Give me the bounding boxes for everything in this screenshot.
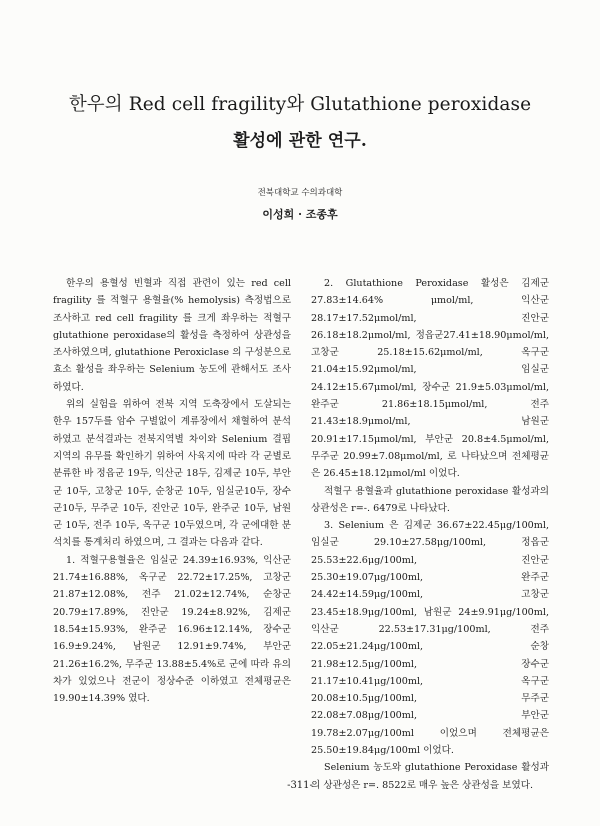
left-column — [53, 275, 291, 707]
result-2-gpx-activity: 2. Glutathione Peroxidase 활성은 김제군 27.83±14.64% μmol/ml, 익산군 28.17±17.52μmol/ml, 진안군 26.18±18.2μmol/ml, 정읍군27.41±18.90μmol/ml, 고창군 25.18±15.62μmol/ml, 옥구군 21.04±15.92μmol/ml, 임실군 24.12±15.67μmol/ml, 장수군 21.9±5.03μmol/ml, 완주군 21.86±18.15μmol/ml, 전주 21.43±18.9μmol/ml, 남원군 20.91±17.15μmol/ml, 부안군 20.8±4.5μmol/ml, 무주군 20.99±7.08μmol/ml, 로 나타났으며 전체평균은 26.45±18.12μmol/ml 이었다. — [311, 278, 549, 480]
correlation-hemolysis-gpx: 적혈구 용혈율과 glutathione peroxidase 활성과의 상관성은 r=-. 6479로 나타났다. — [311, 485, 549, 514]
paper-title-line-2: 활성에 관한 연구. — [233, 131, 367, 151]
result-1-hemolysis: 1. 적혈구용혈율은 임실군 24.39±16.93%, 익산군 21.74±16.88%, 옥구군 22.72±17.25%, 고창군 21.87±12.08%, 전주 21.02±12.74%, 순창군 20.79±17.89%, 진안군 19.24±8.92%, 김제군 18.54±15.93%, 완주군 16.96±12.14%, 장수군 16.9±9.24%, 남원군 12.91±9.74%, 부안군 21.26±16.2%, 무주군 13.88±5.4%로 군에 따라 유의차가 있었으나 전군이 정상수준 이하였고 전체평균은 19.90±14.39% 였다. — [53, 554, 291, 705]
author-affiliation: 전북대학교 수의과대학 — [257, 188, 343, 198]
intro-paragraph: 한우의 용혈성 빈혈과 직접 관련이 있는 red cell fragility 를 적혈구 용혈율(% hemolysis) 측정법으로 조사하고 red cell fragility 를 크게 좌우하는 적혈구 glutathione peroxidase의 활성을 측정하여 상관성을 조사하였으며, glutathione Peroxiclase 의 구성분으로 효소 활성을 좌우하는 Selenium 농도에 관해서도 조사 하였다. — [53, 278, 291, 393]
author-names: 이성희 · 조종후 — [262, 208, 338, 221]
correlation-selenium-gpx: Selenium 농도와 glutathione Peroxidase 활성과의 상관성은 r=. 8522로 매우 높은 상관성을 보였다. — [311, 762, 549, 791]
result-3-selenium: 3. Selenium 은 김제군 36.67±22.45μg/100ml, 임실군 29.10±27.58μg/100ml, 정읍군 25.53±22.6μg/100ml, 진안군 25.30±19.07μg/100ml, 완주군 24.42±14.59μg/100ml, 고창군 23.45±18.9μg/100ml, 남원군 24±9.91μg/100ml, 익산군 22.53±17.31μg/100ml, 전주 22.05±21.24μg/100ml, 순창 21.98±12.5μg/100ml, 장수군 21.17±10.41μg/100ml, 옥구군 20.08±10.5μg/100ml, 무주군 22.08±7.08μg/100ml, 부안군 19.78±2.07μg/100ml 이었으며 전체평균은 25.50±19.84μg/100ml 이었다. — [311, 520, 549, 757]
page-number: -311- — [287, 780, 313, 791]
method-paragraph: 위의 실험을 위하여 전북 지역 도축장에서 도살되는 한우 157두를 암수 구별없이 계류장에서 채혈하여 분석하였고 분석결과는 전북지역별 차이와 Selenium 결핍 지역의 유무를 확인하기 위하여 사육지에 따라 각 군별로 분류한 바 정읍군 19두, 익산군 18두, 김제군 10두, 부안군 10두, 고창군 10두, 순창군 10두, 임실군10두, 장수군10두, 무주군 10두, 진안군 10두, 완주군 10두, 남원군 10두, 전주 10두, 옥구군 10두였으며, 각 군에대한 분석치를 통계처리 하였으며, 그 결과는 다음과 같다. — [53, 399, 291, 549]
right-column — [311, 275, 549, 794]
paper-title-line-1: 한우의 Red cell fragility와 Glutathione peroxidase — [68, 94, 532, 115]
